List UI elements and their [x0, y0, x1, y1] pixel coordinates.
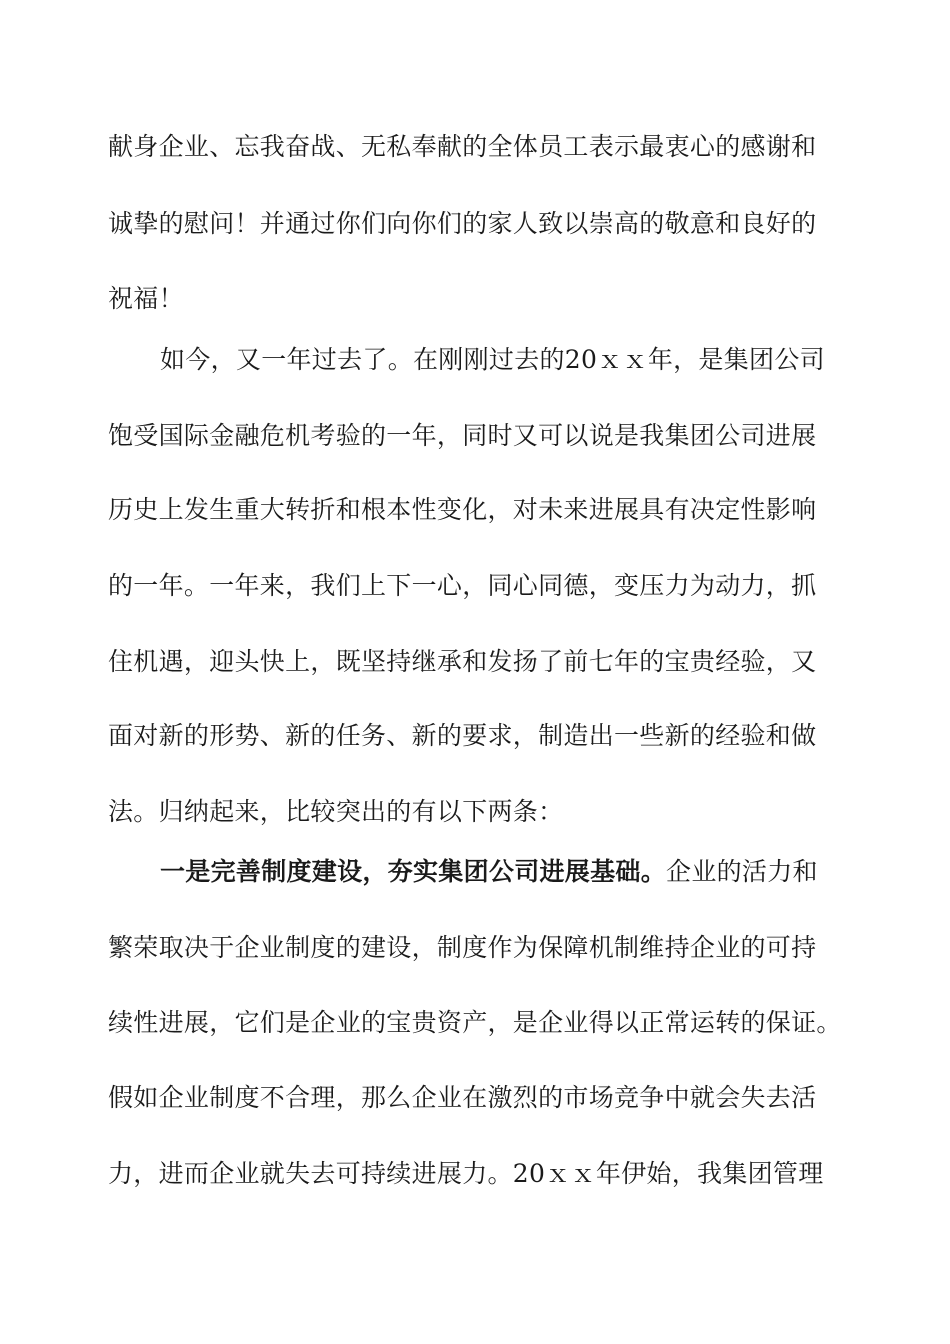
text-line: 法。归纳起来，比较突出的有以下两条： — [108, 797, 564, 826]
text-line: 力，进而企业就失去可持续进展力。20ｘｘ年伊始，我集团管理 — [108, 1159, 824, 1188]
text-line: 的一年。一年来，我们上下一心，同心同德，变压力为动力，抓 — [108, 571, 817, 600]
text-line: 繁荣取决于企业制度的建设，制度作为保障机制维持企业的可持 — [108, 933, 817, 962]
text-line: 住机遇，迎头快上，既坚持继承和发扬了前七年的宝贵经验，又 — [108, 647, 817, 676]
text-line: 饱受国际金融危机考验的一年，同时又可以说是我集团公司进展 — [108, 421, 817, 450]
paragraph-heading-line — [160, 857, 818, 887]
text-line: 假如企业制度不合理，那么企业在激烈的市场竞争中就会失去活 — [108, 1083, 817, 1112]
text-line: 诚挚的慰问！并通过你们向你们的家人致以崇高的敬意和良好的 — [108, 209, 817, 238]
text-line: 如今，又一年过去了。在刚刚过去的20ｘｘ年，是集团公司 — [160, 345, 825, 374]
paragraph-heading: 一是完善制度建设，夯实集团公司进展基础。 — [160, 857, 667, 886]
text-line: 续性进展，它们是企业的宝贵资产，是企业得以正常运转的保证。 — [108, 1008, 842, 1037]
paragraph-text: 企业的活力和 — [666, 857, 818, 886]
text-line: 面对新的形势、新的任务、新的要求，制造出一些新的经验和做 — [108, 721, 817, 750]
text-line: 献身企业、忘我奋战、无私奉献的全体员工表示最衷心的感谢和 — [108, 132, 817, 161]
text-line: 祝福！ — [108, 284, 184, 313]
text-line: 历史上发生重大转折和根本性变化，对未来进展具有决定性影响 — [108, 495, 817, 524]
